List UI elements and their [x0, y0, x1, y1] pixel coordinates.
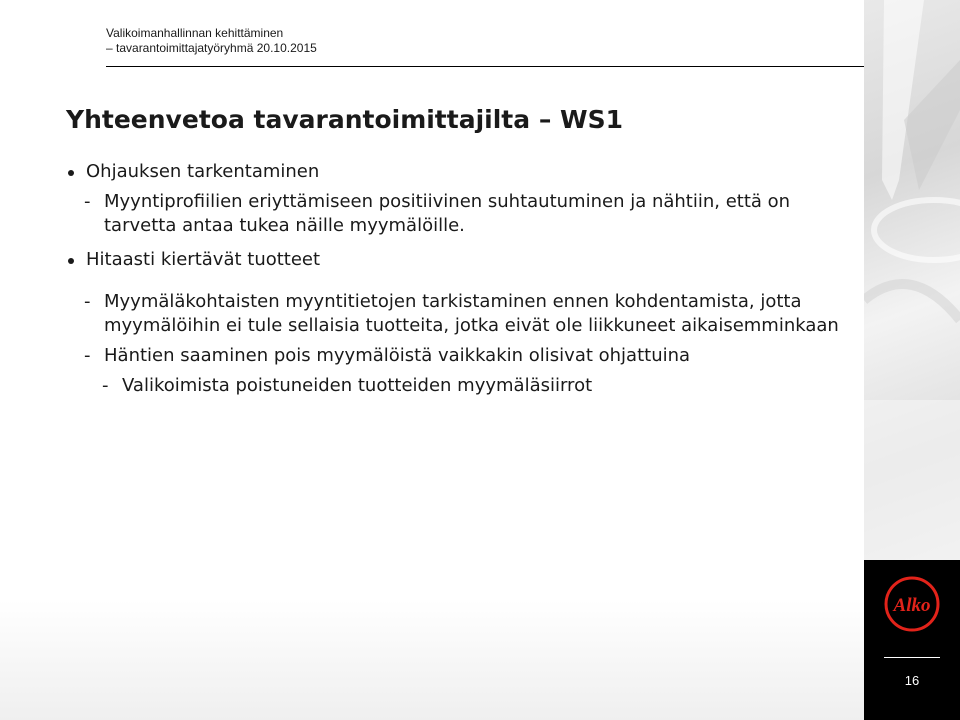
sub-bullet-myyntitiedot: - Myymäläkohtaisten myyntitietojen tarkistaminen ennen kohdentamista, jotta myymälöihin ei tule sellaisia tuotteita, jotka eivät ole liikkuneet aikaisemminkaan	[68, 290, 848, 338]
bullet-ohjauksen-tarkentaminen: Ohjauksen tarkentaminen	[68, 160, 848, 184]
bottom-gradient	[0, 600, 864, 720]
alko-logo-text: Alko	[893, 595, 931, 616]
bullet-hitaasti-kiertavat: Hitaasti kiertävät tuotteet	[68, 248, 848, 272]
header-line-1: Valikoimanhallinnan kehittäminen	[106, 26, 284, 40]
page-number-divider	[884, 657, 940, 658]
slide-header	[106, 26, 317, 56]
page-number: 16	[904, 673, 920, 688]
sub-bullet-myyntiprofiilit: - Myyntiprofiilien eriyttämiseen positiivinen suhtautuminen ja nähtiin, että on tarvetta antaa tukea näille myymälöille.	[68, 190, 848, 238]
alko-logo-icon	[883, 575, 941, 633]
slide-title: Yhteenvetoa tavarantoimittajilta – WS1	[66, 105, 623, 134]
sub-bullet-myymalasiirrot: - Valikoimista poistuneiden tuotteiden myymäläsiirrot	[68, 374, 848, 398]
glass-shape-icon	[864, 0, 960, 560]
slide-content	[68, 160, 848, 398]
header-divider	[106, 66, 864, 67]
header-line-2: – tavarantoimittajatyöryhmä 20.10.2015	[106, 41, 317, 55]
sub-bullet-hantien-poisto: - Häntien saaminen pois myymälöistä vaikkakin olisivat ohjattuina	[68, 344, 848, 368]
decorative-glass-photo	[864, 0, 960, 560]
